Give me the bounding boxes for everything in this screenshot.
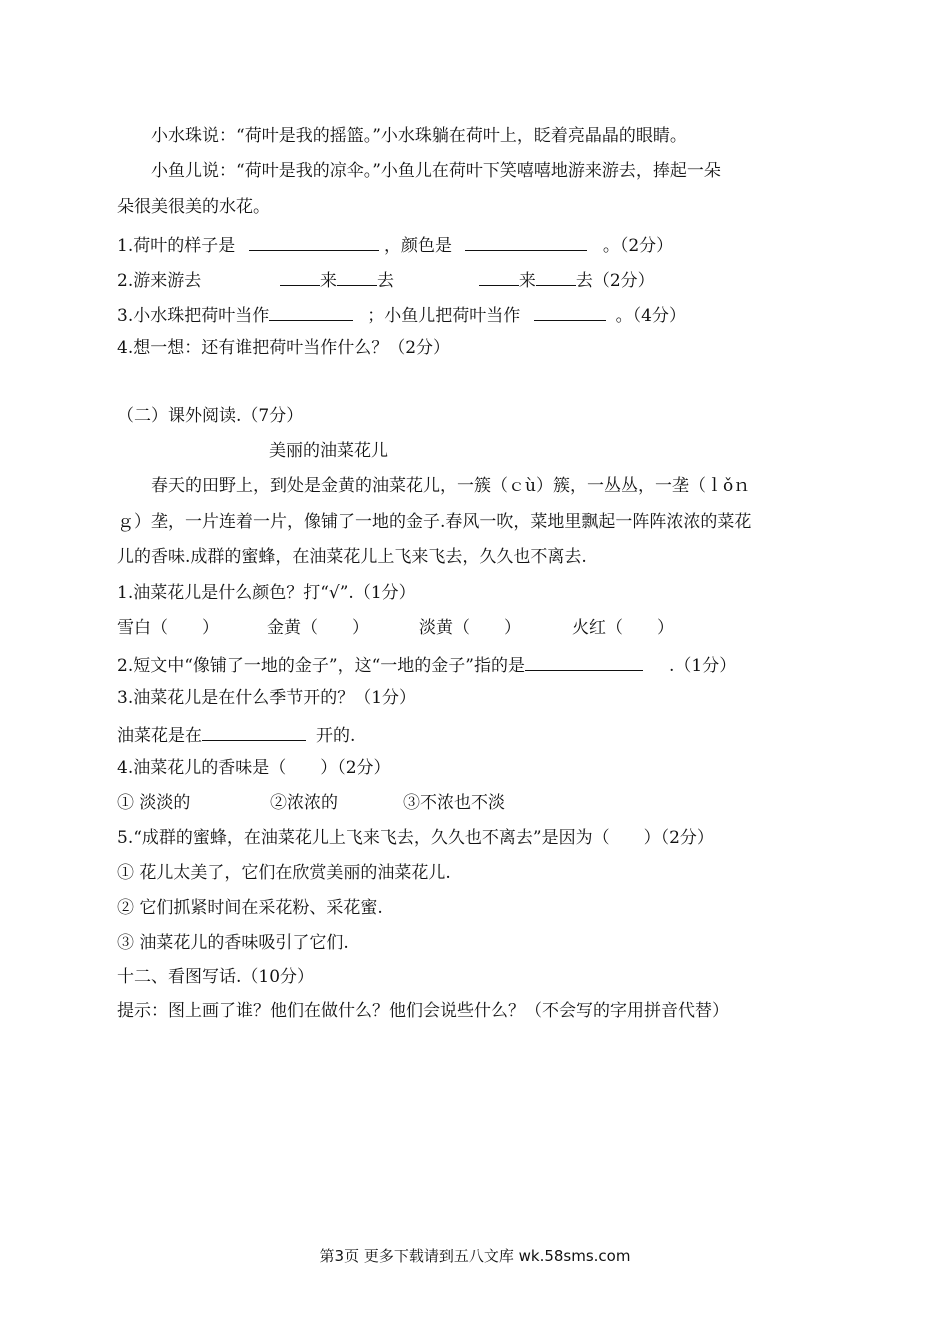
question-1-text: 1.荷叶的样子是	[117, 236, 236, 256]
answer-blank[interactable]	[465, 232, 587, 251]
fill-text: 油菜花是在	[117, 726, 202, 746]
passage-line-1: 小水珠说：“荷叶是我的摇篮。”小水珠躺在荷叶上，眨着亮晶晶的眼睛。	[151, 126, 687, 146]
question-2	[117, 267, 655, 292]
answer-blank[interactable]	[534, 302, 606, 321]
option-3[interactable]: 淡黄（ ）	[419, 618, 521, 638]
option-1[interactable]: 雪白（ ）	[117, 618, 219, 638]
section-heading: （二）课外阅读.（7分）	[117, 406, 304, 426]
option-1[interactable]: ① 淡淡的	[117, 793, 191, 813]
answer-blank[interactable]	[525, 652, 643, 671]
word-qu: 去	[377, 271, 395, 291]
answer-blank[interactable]	[479, 267, 519, 286]
question-3-mid: ；小鱼儿把荷叶当作	[367, 306, 521, 326]
question-1-end: 。（2分）	[602, 236, 674, 256]
fill-end: 开的.	[316, 726, 356, 746]
passage-line-3: 儿的香味.成群的蜜蜂，在油菜花儿上飞来飞去，久久也不离去.	[117, 547, 587, 567]
question-1	[117, 232, 673, 257]
section-heading: 十二、看图写话.（10分）	[117, 967, 315, 987]
question-3-fill	[117, 722, 355, 747]
question-3: 3.油菜花儿是在什么季节开的？（1分）	[117, 688, 417, 708]
question-2-text: 2.游来游去	[117, 271, 202, 291]
passage-title: 美丽的油菜花儿	[269, 441, 388, 461]
option-3[interactable]: ③不浓也不淡	[403, 793, 505, 813]
question-4: 4.想一想：还有谁把荷叶当作什么？（2分）	[117, 338, 451, 358]
question-1-mid: ，颜色是	[384, 236, 453, 256]
question-2-end: .（1分）	[668, 656, 737, 676]
option-2[interactable]: ②浓浓的	[270, 793, 338, 813]
passage-line-2: ｇ）垄，一片连着一片，像铺了一地的金子.春风一吹，菜地里飘起一阵阵浓浓的菜花	[117, 512, 752, 532]
word-qu-score: 去（2分）	[575, 271, 655, 291]
option-3[interactable]: ③ 油菜花儿的香味吸引了它们.	[117, 933, 349, 953]
answer-blank[interactable]	[249, 232, 379, 251]
option-1[interactable]: ① 花儿太美了，它们在欣赏美丽的油菜花儿.	[117, 863, 451, 883]
question-2	[117, 652, 736, 677]
question-2-text: 2.短文中“像铺了一地的金子”，这“一地的金子”指的是	[117, 656, 525, 676]
question-1: 1.油菜花儿是什么颜色？打“√”.（1分）	[117, 583, 416, 603]
passage-line-3: 朵很美很美的水花。	[117, 197, 270, 217]
question-3-text: 3.小水珠把荷叶当作	[117, 306, 270, 326]
answer-blank[interactable]	[269, 302, 353, 321]
question-4: 4.油菜花儿的香味是（ ）（2分）	[117, 758, 391, 778]
passage-line-2: 小鱼儿说：“荷叶是我的凉伞。”小鱼儿在荷叶下笑嘻嘻地游来游去，捧起一朵	[151, 161, 721, 181]
option-4[interactable]: 火红（ ）	[572, 618, 674, 638]
question-5: 5.“成群的蜜蜂，在油菜花儿上飞来飞去，久久也不离去”是因为（ ）（2分）	[117, 828, 714, 848]
page-footer: 第3页 更多下载请到五八文库 wk.58sms.com	[319, 1247, 631, 1265]
word-lai: 来	[518, 271, 536, 291]
option-2[interactable]: ② 它们抓紧时间在采花粉、采花蜜.	[117, 898, 383, 918]
answer-blank[interactable]	[536, 267, 576, 286]
answer-blank[interactable]	[337, 267, 377, 286]
answer-blank[interactable]	[202, 722, 306, 741]
writing-hint: 提示：图上画了谁？他们在做什么？他们会说些什么？（不会写的字用拼音代替）	[117, 1001, 729, 1021]
option-2[interactable]: 金黄（ ）	[267, 618, 369, 638]
answer-blank[interactable]	[280, 267, 320, 286]
question-3-end: 。（4分）	[615, 306, 686, 326]
question-3	[117, 302, 686, 327]
passage-line-1: 春天的田野上，到处是金黄的油菜花儿，一簇（ｃù）簇，一丛丛，一垄（ｌǒｎ	[151, 476, 751, 496]
word-lai: 来	[320, 271, 338, 291]
